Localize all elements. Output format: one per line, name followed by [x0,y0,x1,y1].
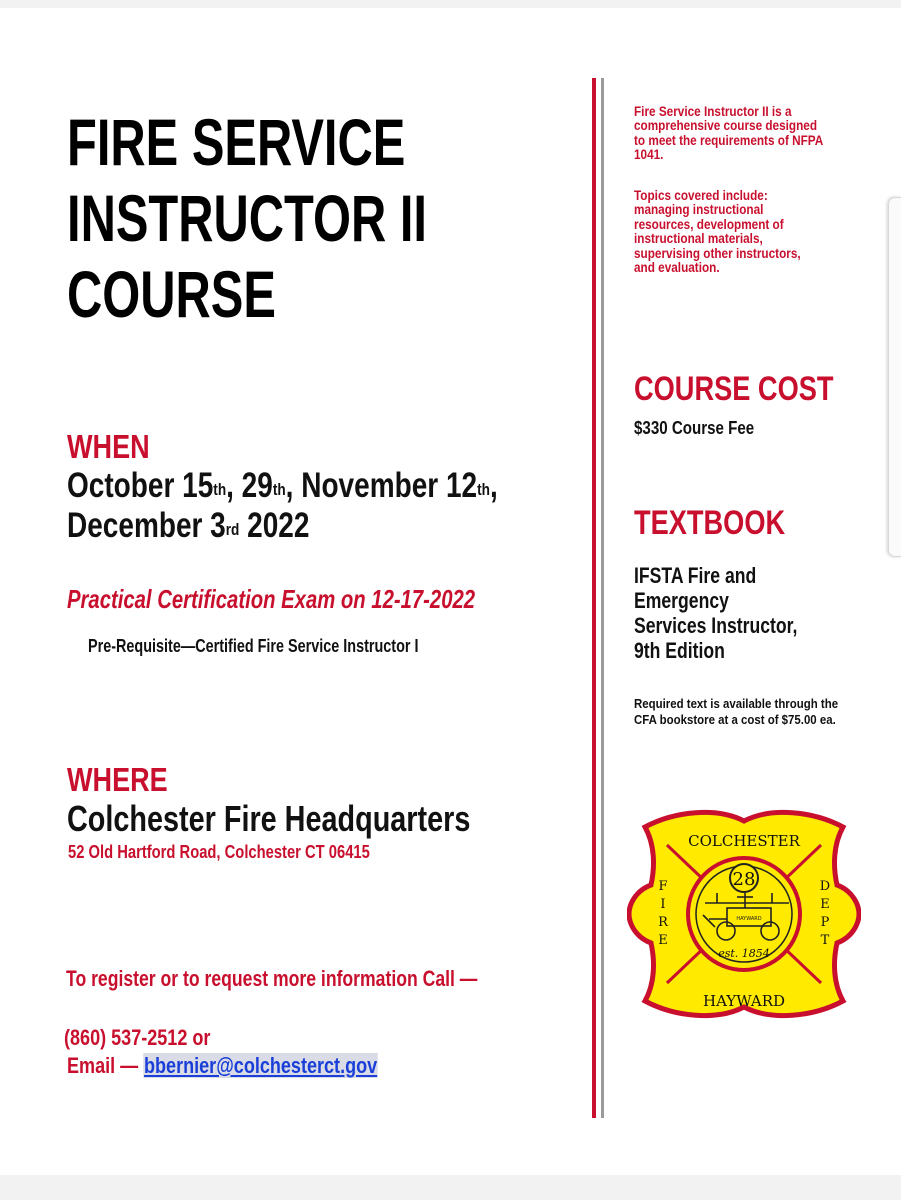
email-prefix: Email — [67,1053,144,1078]
textbook-title: IFSTA Fire and Emergency Services Instructor, 9th Edition [634,563,798,663]
badge-established: est. 1854 [718,947,770,960]
divider-red [592,78,596,1118]
badge-left-letter-1: F [658,879,668,894]
flyer-page [0,8,901,1175]
date-1: October 15 [67,466,214,505]
phone-number: (860) 537-2512 or [64,1025,211,1050]
badge-left-letter-4: E [658,933,668,948]
date-2: , 29 [226,466,273,505]
date-4: December 3 [67,506,226,545]
fire-dept-badge-logo [627,805,861,1023]
badge-right-letter-4: T [820,933,830,948]
prerequisite-text: Pre-Requisite—Certified Fire Service Instructor I [88,636,419,656]
title-line-1: FIRE SERVICE [67,105,406,179]
course-description: Fire Service Instructor II is a comprehensive course designed to meet the requirements of NFPA 1041. [634,103,824,163]
badge-top-text: COLCHESTER [688,832,800,850]
side-scroll-handle[interactable] [888,197,901,557]
badge-right-letter-3: P [820,915,830,930]
badge-left-letter-2: I [660,897,666,912]
register-text: To register or to request more information Call — [66,966,478,991]
location-name: Colchester Fire Headquarters [67,798,471,839]
divider-gray [601,78,604,1118]
when-heading: WHEN [67,428,150,465]
textbook-note: Required text is available through the CFA bookstore at a cost of $75.00 ea. [634,696,839,727]
exam-date: Practical Certification Exam on 12-17-2022 [67,584,476,614]
where-heading: WHERE [67,761,168,798]
topics-list: Topics covered include: managing instructional resources, development of instructional materials, supervising other instructors, and evaluation. [634,187,801,276]
badge-number: 28 [732,869,756,890]
course-cost-value: $330 Course Fee [634,418,755,438]
email-link[interactable]: bbernier@colchesterct.gov [144,1053,378,1078]
badge-right-letter-2: E [820,897,830,912]
badge-left-letter-3: R [658,915,668,930]
title-line-2: INSTRUCTOR II [67,181,427,255]
badge-engine-label: HAYWARD [736,916,762,922]
badge-bottom-text: HAYWARD [702,992,786,1010]
course-title [67,104,553,332]
textbook-heading: TEXTBOOK [634,504,786,542]
email-line [67,1053,446,1079]
badge-right-letter-1: D [819,879,831,894]
course-cost-heading: COURSE COST [634,370,834,408]
title-line-3: COURSE [67,257,276,331]
date-3: , November 12 [285,466,478,505]
course-dates: October 15th, 29th, November 12th, December 3rd 2022 [67,466,498,545]
location-address: 52 Old Hartford Road, Colchester CT 06415 [68,842,370,862]
